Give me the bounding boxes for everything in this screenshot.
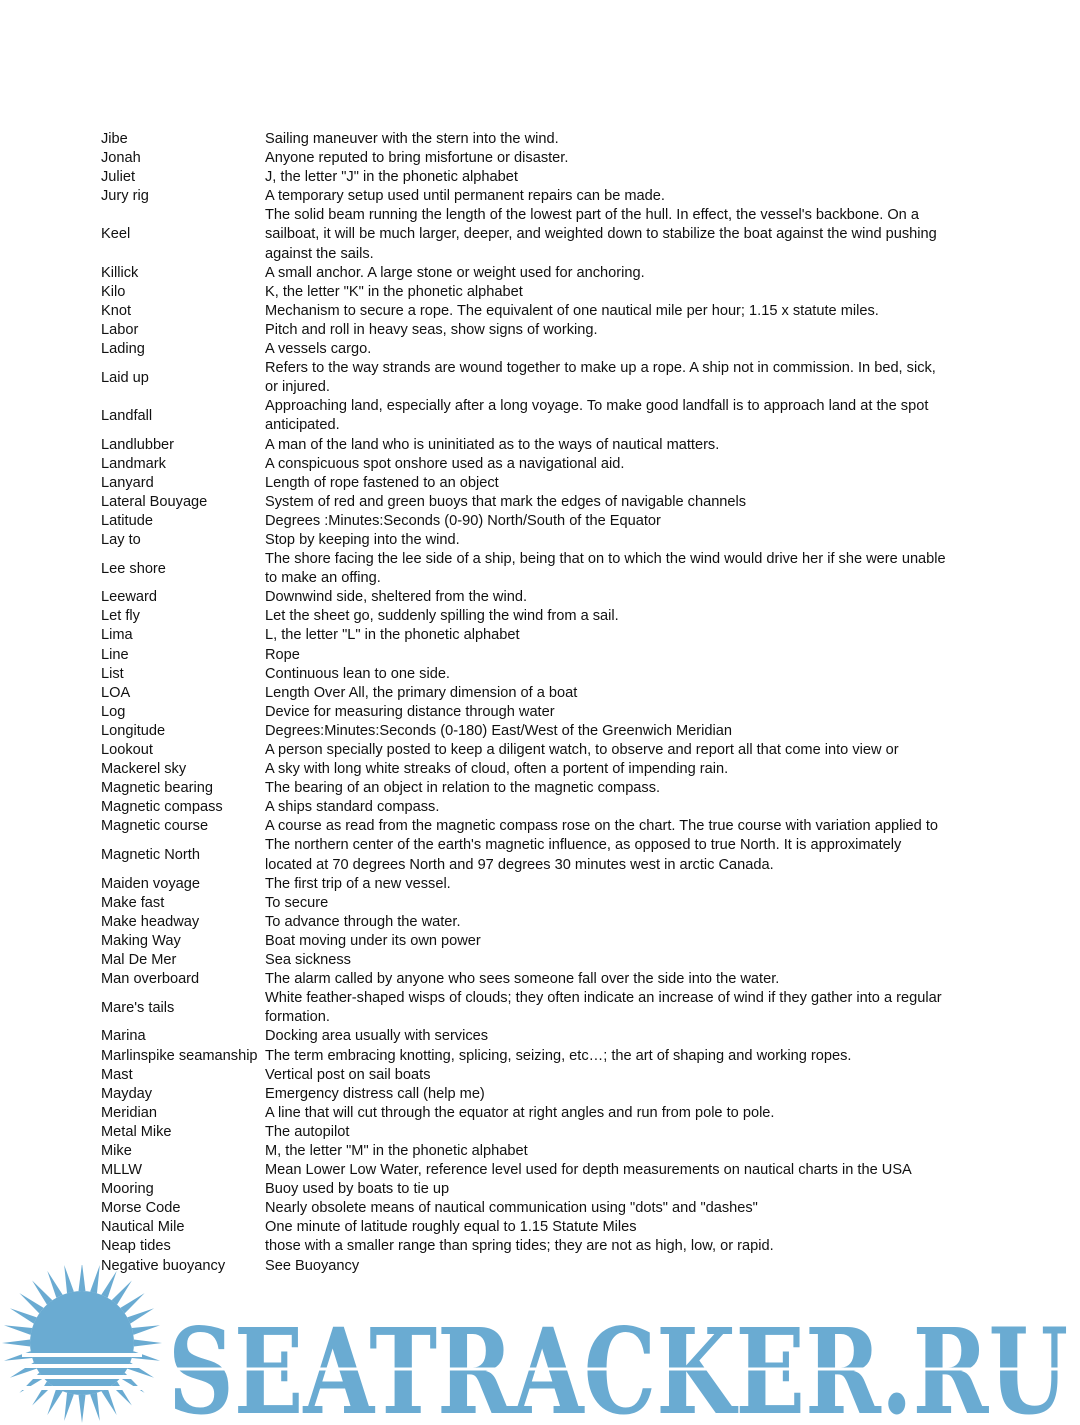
glossary-definition: Stop by keeping into the wind.: [265, 531, 460, 548]
glossary-entry: [101, 512, 1001, 531]
sun-ray: [4, 1325, 32, 1335]
glossary-definition: M, the letter "M" in the phonetic alphabet: [265, 1142, 528, 1159]
glossary-definition: A small anchor. A large stone or weight used for anchoring.: [265, 264, 645, 281]
glossary-definition: Degrees :Minutes:Seconds (0-90) North/South of the Equator: [265, 512, 661, 529]
glossary-definition: The solid beam running the length of the lowest part of the hull. In effect, the vessel's backbone. On a sailboat, it will be much larger, deeper, and weighted down to stabilize the boat against the wind pushing against the sails.: [265, 207, 937, 262]
glossary-entry: [101, 932, 1001, 951]
glossary-term: Let fly: [101, 608, 140, 625]
glossary-term: Lookout: [101, 742, 153, 758]
glossary-term: Jury rig: [101, 188, 149, 205]
glossary-term: Keel: [101, 226, 131, 243]
glossary-definition: Downwind side, sheltered from the wind.: [265, 589, 528, 606]
sun-ray: [90, 1393, 100, 1421]
glossary-definition: Rope: [265, 646, 300, 663]
glossary-definition: See Buoyancy: [265, 1257, 360, 1274]
glossary-term: LOA: [101, 684, 131, 701]
glossary-entry: [101, 875, 1001, 894]
glossary-term: Mooring: [101, 1181, 154, 1198]
glossary-term: Magnetic bearing: [101, 780, 213, 797]
glossary-term: Jonah: [101, 150, 141, 167]
horizon-line: [22, 1353, 142, 1357]
glossary-entry: [101, 455, 1001, 474]
glossary-definition: Boat moving under its own power: [265, 932, 481, 949]
sun-ray: [132, 1325, 160, 1335]
glossary-definition: The first trip of a new vessel.: [265, 875, 451, 892]
glossary-term: MLLW: [101, 1162, 143, 1179]
glossary-definition: Nearly obsolete means of nautical communication using "dots" and "dashes": [265, 1200, 758, 1217]
glossary-term: Marina: [101, 1028, 146, 1045]
glossary-entry: [101, 359, 1001, 397]
glossary-entry: [101, 836, 1001, 874]
glossary-definition: System of red and green buoys that mark the edges of navigable channels: [265, 493, 747, 510]
glossary-definition: A vessels cargo.: [265, 341, 372, 358]
glossary-entry: [101, 1104, 1001, 1123]
sun-ray: [10, 1308, 37, 1323]
glossary-definition: The bearing of an object in relation to the magnetic compass.: [265, 780, 661, 797]
glossary-term: Kilo: [101, 283, 126, 300]
glossary-entry: [101, 1123, 1001, 1142]
horizon-line: [22, 1386, 142, 1390]
horizon-line: [22, 1375, 142, 1379]
horizon-line: [22, 1364, 142, 1368]
glossary-term: Labor: [101, 321, 139, 338]
glossary-term: Magnetic course: [101, 818, 209, 835]
glossary-entry: [101, 1142, 1001, 1161]
sun-disc: [30, 1291, 134, 1395]
glossary-definition: White feather-shaped wisps of clouds; they often indicate an increase of wind if they gather into a regular formation.: [265, 990, 942, 1026]
glossary-term: Longitude: [101, 722, 166, 739]
glossary-term: Lima: [101, 627, 133, 644]
glossary-term: Log: [101, 703, 126, 720]
glossary-term: Make headway: [101, 913, 200, 930]
glossary-entry: [101, 1237, 1001, 1256]
glossary-definition: A temporary setup used until permanent repairs can be made.: [265, 188, 665, 205]
glossary-term: Mare's tails: [101, 999, 175, 1016]
glossary-entry: [101, 1085, 1001, 1104]
glossary-term: Landlubber: [101, 436, 175, 453]
glossary-term: Mal De Mer: [101, 952, 177, 969]
glossary-definition: Length Over All, the primary dimension of a boat: [265, 684, 578, 701]
glossary-definition: Degrees:Minutes:Seconds (0-180) East/West of the Greenwich Meridian: [265, 722, 732, 739]
glossary-definition: Refers to the way strands are wound together to make up a rope. A ship not in commission. In bed, sick, or injured.: [265, 360, 936, 396]
glossary-definition: One minute of latitude roughly equal to 1.15 Statute Miles: [265, 1219, 637, 1236]
glossary-entry: [101, 531, 1001, 550]
glossary-definition: A sky with long white streaks of cloud, often a portent of impending rain.: [265, 761, 729, 778]
glossary-definition: Continuous lean to one side.: [265, 665, 450, 682]
glossary-definition: The alarm called by anyone who sees someone fall over the side into the water.: [265, 971, 780, 988]
glossary-entry: [101, 1047, 1001, 1066]
glossary-term: Negative buoyancy: [101, 1257, 226, 1274]
glossary-term: Laid up: [101, 369, 149, 386]
glossary-term: Lading: [101, 341, 145, 358]
glossary-term: Morse Code: [101, 1200, 181, 1217]
glossary-entry: [101, 760, 1001, 779]
glossary-entry: [101, 646, 1001, 665]
glossary-entry: [101, 302, 1001, 321]
glossary-definition: A person specially posted to keep a diligent watch, to observe and report all that come into view or: [265, 742, 899, 758]
glossary-entry: [101, 1199, 1001, 1218]
glossary-term: Landmark: [101, 455, 166, 472]
glossary-definition: Mean Lower Low Water, reference level used for depth measurements on nautical charts in the USA: [265, 1162, 912, 1179]
glossary-table: [101, 130, 1001, 1276]
glossary-definition: Length of rope fastened to an object: [265, 474, 499, 491]
glossary-entry: [101, 130, 1001, 149]
sun-ray: [101, 1388, 116, 1415]
glossary-entry: [101, 436, 1001, 455]
sun-ray: [120, 1293, 144, 1313]
glossary-entry: [101, 187, 1001, 206]
glossary-definition: Buoy used by boats to tie up: [265, 1181, 450, 1198]
glossary-entry: [101, 607, 1001, 626]
glossary-term: Metal Mike: [101, 1123, 172, 1140]
glossary-definition: To advance through the water.: [265, 913, 461, 930]
glossary-definition: Let the sheet go, suddenly spilling the wind from a sail.: [265, 608, 619, 625]
glossary-term: Lee shore: [101, 560, 166, 577]
glossary-definition: Sea sickness: [265, 952, 351, 969]
glossary-definition: A course as read from the magnetic compass rose on the chart. The true course with variation applied to: [265, 818, 939, 835]
glossary-entry: [101, 340, 1001, 359]
sunburst-horizon-icon: [2, 1265, 162, 1423]
glossary-definition: A ships standard compass.: [265, 799, 440, 816]
glossary-entry: [101, 550, 1001, 588]
glossary-term: Mayday: [101, 1085, 153, 1102]
glossary-definition: The shore facing the lee side of a ship, being that on to which the wind would drive her if she were unable to make an offing.: [265, 551, 946, 587]
sun-ray: [101, 1271, 116, 1298]
glossary-entry: [101, 894, 1001, 913]
glossary-entry: [101, 397, 1001, 435]
glossary-definition: A line that will cut through the equator at right angles and run from pole to pole.: [265, 1104, 775, 1121]
glossary-term: Neap tides: [101, 1238, 171, 1255]
sun-ray: [2, 1340, 30, 1347]
glossary-entry: [101, 1180, 1001, 1199]
glossary-term: Mackerel sky: [101, 761, 187, 778]
glossary-definition: Emergency distress call (help me): [265, 1085, 485, 1102]
glossary-entry: [101, 722, 1001, 741]
glossary-entry: [101, 283, 1001, 302]
glossary-definition: Mechanism to secure a rope. The equivalent of one nautical mile per hour; 1.15 x statute miles.: [265, 302, 879, 319]
glossary-definition: those with a smaller range than spring tides; they are not as high, low, or rapid.: [265, 1238, 774, 1255]
glossary-entry: [101, 798, 1001, 817]
sun-ray: [79, 1265, 86, 1291]
glossary-entry: [101, 626, 1001, 645]
glossary-term: Landfall: [101, 407, 153, 424]
glossary-definition: Anyone reputed to bring misfortune or disaster.: [265, 150, 569, 167]
glossary-entry: [101, 951, 1001, 970]
glossary-term: Magnetic compass: [101, 799, 223, 816]
sun-ray: [32, 1381, 52, 1405]
glossary-entry: [101, 989, 1001, 1027]
glossary-entry: [101, 913, 1001, 932]
glossary-definition: Docking area usually with services: [265, 1028, 489, 1045]
glossary-entry: [101, 321, 1001, 340]
sun-ray: [134, 1340, 162, 1347]
glossary-definition: The autopilot: [265, 1123, 350, 1140]
glossary-entry: [101, 970, 1001, 989]
glossary-entry: [101, 149, 1001, 168]
glossary-term: List: [101, 665, 124, 682]
glossary-definition: Device for measuring distance through water: [265, 703, 555, 720]
glossary-entry: [101, 703, 1001, 722]
watermark-text: SEATRACKER.RU: [168, 1302, 1068, 1425]
sun-ray: [79, 1395, 86, 1423]
glossary-definition: Vertical post on sail boats: [265, 1066, 431, 1083]
glossary-term: Juliet: [101, 169, 136, 186]
glossary-entry: [101, 665, 1001, 684]
glossary-entry: [101, 779, 1001, 798]
sun-ray: [47, 1388, 62, 1415]
glossary-definition: Sailing maneuver with the stern into the wind.: [265, 131, 559, 147]
sun-ray: [32, 1280, 52, 1304]
glossary-term: Leeward: [101, 589, 157, 606]
sun-ray: [47, 1271, 62, 1298]
glossary-entry: [101, 206, 1001, 263]
glossary-term: Marlinspike seamanship: [101, 1047, 258, 1064]
glossary-term: Jibe: [101, 131, 128, 147]
sun-ray: [112, 1381, 132, 1405]
glossary-term: Maiden voyage: [101, 875, 200, 892]
sun-ray: [64, 1393, 74, 1421]
glossary-term: Man overboard: [101, 971, 200, 988]
glossary-entry: [101, 1066, 1001, 1085]
sun-ray: [64, 1265, 74, 1293]
glossary-term: Meridian: [101, 1104, 157, 1121]
glossary-entry: [101, 264, 1001, 283]
glossary-term: Mike: [101, 1142, 132, 1159]
glossary-definition: A man of the land who is uninitiated as to the ways of nautical matters.: [265, 436, 720, 453]
glossary-term: Latitude: [101, 512, 153, 529]
glossary-definition: Pitch and roll in heavy seas, show signs of working.: [265, 321, 598, 338]
glossary-term: Making Way: [101, 932, 181, 949]
glossary-entry: [101, 1027, 1001, 1046]
glossary-term: Lateral Bouyage: [101, 493, 208, 510]
glossary-definition: A conspicuous spot onshore used as a navigational aid.: [265, 455, 625, 472]
glossary-term: Mast: [101, 1066, 133, 1083]
glossary-definition: Approaching land, especially after a long voyage. To make good landfall is to approach land at the spot anticipated.: [265, 398, 929, 434]
sun-ray: [19, 1293, 43, 1313]
glossary-definition: The northern center of the earth's magnetic influence, as opposed to true North. It is approximately located at 70 degrees North and 97 degrees 30 minutes west in arctic Canada.: [265, 837, 902, 873]
glossary-definition: L, the letter "L" in the phonetic alphabet: [265, 627, 520, 644]
watermark-banner: [0, 1265, 1080, 1425]
glossary-entry: [101, 1218, 1001, 1237]
sun-ray: [127, 1308, 154, 1323]
glossary-term: Line: [101, 646, 129, 663]
glossary-entry: [101, 474, 1001, 493]
glossary-entry: [101, 1161, 1001, 1180]
glossary-definition: To secure: [265, 894, 329, 911]
glossary-term: Make fast: [101, 894, 165, 911]
glossary-term: Lanyard: [101, 474, 154, 491]
glossary-term: Knot: [101, 302, 132, 319]
glossary-term: Magnetic North: [101, 847, 200, 864]
glossary-entry: [101, 493, 1001, 512]
glossary-entry: [101, 817, 1001, 836]
glossary-term: Nautical Mile: [101, 1219, 185, 1236]
sun-ray: [90, 1265, 100, 1293]
glossary-definition: K, the letter "K" in the phonetic alphabet: [265, 283, 523, 300]
glossary-entry: [101, 684, 1001, 703]
glossary-entry: [101, 168, 1001, 187]
glossary-term: Lay to: [101, 531, 141, 548]
glossary-entry: [101, 588, 1001, 607]
sun-ray: [112, 1280, 132, 1304]
glossary-definition: The term embracing knotting, splicing, seizing, etc…; the art of shaping and working ropes.: [265, 1047, 852, 1064]
glossary-term: Killick: [101, 264, 139, 281]
glossary-definition: J, the letter "J" in the phonetic alphabet: [265, 169, 518, 186]
glossary-entry: [101, 741, 1001, 760]
